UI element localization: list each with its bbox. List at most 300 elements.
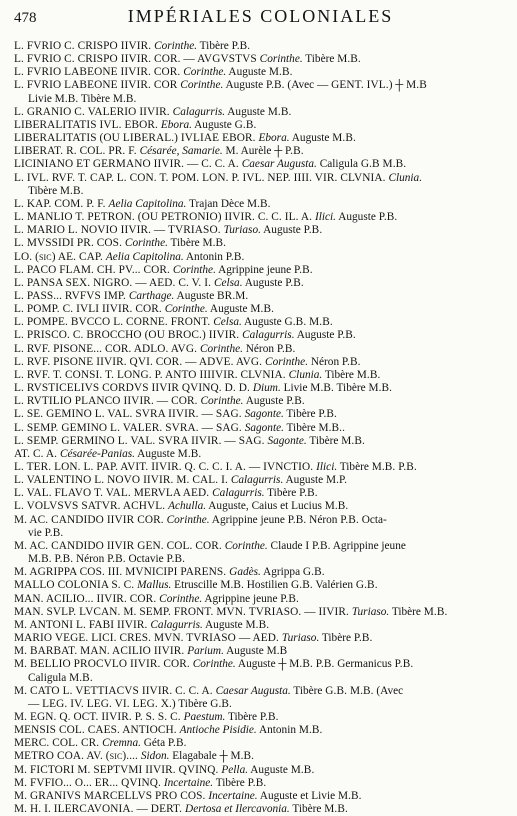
entry-text: Caligula	[28, 671, 70, 684]
entry-mint-name: Calagurris.	[230, 474, 284, 487]
entry-legend-text: M.B..	[318, 421, 346, 434]
entry-legend-text: L. VAL. FLAVO T. VAL. MERVLA AED.	[14, 487, 213, 500]
entry-mint-name: Caesar Augusta.	[241, 158, 317, 171]
entry-legend-text: P.B.	[337, 329, 356, 342]
entry-legend-text: M. FICTORI M. SEPTVMI IIVIR. QVINQ.	[14, 763, 222, 776]
entry-text: Auguste	[336, 211, 379, 224]
entry-legend-text: G.B.	[234, 118, 257, 131]
entry-text: Tibère	[302, 53, 338, 66]
entry-line	[14, 435, 507, 448]
entry-legend-text: G.B. M.B.	[284, 316, 333, 329]
entry-line	[14, 119, 507, 132]
entry-legend-text: M. AC. CANDIDO IIVIR COR.	[14, 513, 167, 526]
entry-legend-text: L. SE. GEMINO L. VAL. SVRA IIVIR. — SAG.	[14, 408, 245, 421]
page-number: 478	[14, 10, 37, 26]
entry-legend-text: M.B.	[202, 237, 227, 250]
entry-text: Elagabale ┼	[169, 750, 231, 763]
entry-line	[14, 132, 507, 145]
entry-line	[14, 566, 507, 579]
entry-legend-text: M.B.	[268, 66, 293, 79]
entry-text: Etruscille	[171, 579, 221, 592]
entry-text: Antonin	[183, 250, 226, 263]
entry-mint-name: Clunia.	[388, 171, 423, 184]
entry-legend-text: M. FVFIO... O... ER... QVINQ.	[14, 776, 164, 789]
entry-line	[14, 251, 507, 264]
entry-mint-name: Corinthe.	[154, 40, 198, 52]
entry-legend-text: P.B.	[285, 145, 304, 158]
entry-legend-text: P.B.	[353, 632, 373, 645]
entry-legend-text: M.B.	[337, 789, 362, 802]
entry-text: Auguste	[174, 289, 218, 302]
entry-legend-text: MENSIS COL. CAES. ANTIOCH.	[14, 724, 180, 737]
entry-text: Agrippine jeune	[202, 592, 281, 605]
entry-text: Auguste	[260, 224, 304, 237]
entry-text: Octavie	[125, 553, 167, 566]
entry-legend-text: P.B.	[265, 79, 285, 92]
entry-text: ) ┼	[388, 79, 407, 92]
entry-mint-name: Corinthe.	[164, 303, 208, 316]
entry-text: Auguste	[294, 329, 338, 342]
entry-line	[14, 211, 507, 224]
entry-legend-text: M.B.	[69, 671, 93, 684]
entry-text: Tibère	[283, 408, 319, 421]
entry-legend-text: L. RVF. PISONE... COR. ADLO. AVG.	[14, 342, 200, 355]
entry-mint-name: Ilici.	[314, 211, 337, 224]
entry-line	[14, 711, 507, 724]
entry-mint-name: Ebora.	[160, 118, 192, 131]
entry-text: Agrippine jeune	[209, 513, 288, 526]
entry-legend-text: M.B	[266, 645, 288, 658]
entry-legend-text: G.B.	[302, 566, 325, 579]
entry-text: Auguste, Caius et Lucius	[206, 500, 325, 513]
entry-legend-text: P.B.	[107, 553, 126, 566]
entry-mint-name: Carthage.	[128, 289, 175, 302]
entry-line	[14, 724, 507, 737]
entry-mint-name: Antioche Pisidie.	[179, 724, 257, 737]
entry-legend-text: L. IVL. RVF. T. CAP. L. CON. T. POM. LON. P. IVL. NEP. IIII. VIR. CLVNIA.	[14, 171, 389, 184]
entry-line	[14, 382, 507, 395]
entry-legend-text: L. SEMP. GEMINO L. VALER. SVRA. — SAG.	[14, 421, 245, 434]
entry-legend-text: L. FVRIO LABEONE IIVIR. COR	[14, 79, 181, 92]
entry-legend-text: M.B.	[267, 105, 292, 118]
entry-text: Tibère	[337, 461, 372, 473]
entry-legend-text: P.B.	[303, 224, 323, 237]
entry-legend-text: P.B.	[225, 250, 245, 263]
entry-legend-text: L. MVSSIDI PR. COS.	[14, 237, 125, 250]
entry-legend-text: P.B.	[311, 539, 331, 552]
entry-legend-text: GENT. IVL.	[331, 79, 389, 92]
entry-legend-text: L. PANSA SEX. NIGRO. — AED. C. V. I.	[14, 276, 214, 289]
entry-legend-text: L. PACO FLAM. CH. PV... COR.	[14, 263, 173, 276]
entry-legend-text: G.B.	[291, 579, 313, 592]
entry-legend-text: M.B.	[332, 132, 356, 145]
entry-mint-name: Corinthe.	[200, 395, 244, 408]
entry-legend-text: M.B.	[220, 579, 244, 592]
entry-text: Auguste	[225, 105, 268, 118]
entry-text: Agrippine jeune	[330, 539, 406, 552]
entry-legend-text: LIBERALITATIS IVL. EBOR.	[14, 118, 161, 131]
entry-legend-text: LICINIANO ET GERMANO IIVIR. — C. C. A.	[14, 158, 242, 171]
entry-legend-text: L. PRISCO. C. BROCCHO (OU BROC.) IIVIR.	[14, 329, 243, 342]
entry-mint-name: Calagurris.	[212, 487, 265, 500]
entry-legend-text: M. AGRIPPA COS. III. MVNICIPI PARENS.	[14, 566, 230, 579]
entry-legend-text: P.B.	[167, 737, 187, 750]
entry-text: Tibère	[197, 40, 232, 52]
entry-legend-text: M. BELLIO PROCVLO IIVIR. COR.	[14, 658, 193, 671]
entry-legend-text: M.B.	[341, 434, 365, 447]
entry-legend-text: M.B. P.B.	[371, 461, 417, 473]
entry-legend-text: M.B. P.B.	[28, 553, 74, 566]
entry-text: —	[28, 697, 43, 710]
entry-line	[14, 750, 507, 763]
entry-legend-text: M. EGN. Q. OCT. IIVIR. P. S. S. C.	[14, 710, 184, 723]
entry-legend-text: P.B.	[341, 355, 361, 368]
entry-legend-text: M.P.	[325, 474, 348, 487]
entry-text: Auguste et Livie	[257, 789, 338, 802]
entry-line	[14, 632, 507, 645]
entry-legend-text: G.B M.B.	[360, 158, 407, 171]
entry-text: Agrippine jeune	[215, 263, 295, 276]
entry-legend-text: M.B.	[290, 763, 315, 776]
entry-legend-text: MAN. ACILIO... IIVIR. COR.	[14, 592, 160, 605]
entry-legend-text: M. GRANIVS MARCELLVS PRO COS.	[14, 789, 209, 802]
entry-text: Auguste	[241, 316, 285, 329]
entry-text: Auguste	[226, 66, 269, 79]
entry-legend-text: L. RVTILIO PLANCO IIVIR. — COR.	[14, 395, 201, 408]
entry-legend-text: P.B.	[378, 211, 398, 224]
entry-line	[14, 237, 507, 250]
entry-text: Tibère	[322, 368, 357, 381]
entry-text: Germanicus	[334, 658, 395, 671]
entry-legend-text: M.B	[406, 79, 427, 92]
entry-text: Auguste	[283, 474, 326, 487]
entry-continuation-line	[14, 185, 507, 198]
entry-legend-text: MERC. COL. CR.	[14, 737, 103, 750]
entry-text: Hostilien	[243, 579, 292, 592]
entry-legend-text: L. MARIO L. NOVIO IIVIR. — TVRIASO.	[14, 224, 224, 237]
entry-legend-text: M.B. P.B.	[289, 658, 335, 671]
entry-continuation-line	[14, 93, 507, 106]
entry-legend-text: P.B.	[286, 395, 305, 408]
entry-line	[14, 803, 507, 816]
entry-mint-name: Corinthe.	[199, 342, 243, 355]
entry-legend-text: M.B.	[310, 382, 334, 395]
entry-text: Tibère	[264, 487, 300, 500]
entry-text: Agrippa	[260, 566, 303, 579]
entry-line	[14, 645, 507, 658]
entry-line	[14, 619, 507, 632]
entry-line	[14, 764, 507, 777]
entry-legend-text: P.B.	[294, 263, 313, 276]
entry-continuation-line	[14, 672, 507, 685]
entry-legend-text: P.B.	[276, 342, 296, 355]
entry-text: Octa-	[358, 513, 387, 526]
entry-line	[14, 790, 507, 803]
entry-continuation-line	[14, 553, 507, 566]
entry-mint-name: Césarée, Samarie.	[139, 145, 223, 158]
entry-legend-text: LIBERALITATIS (OU LIBERAL.) IVLIAE EBOR.	[14, 132, 259, 145]
entry-mint-name: Turiaso.	[281, 632, 320, 645]
entry-mint-name: Clunia.	[288, 368, 323, 381]
entry-legend-text: P.B.	[287, 513, 307, 526]
entry-mint-name: Sagonte.	[244, 408, 284, 421]
entry-mint-name: Achulla.	[168, 500, 207, 513]
entry-text: Tibère	[306, 434, 342, 447]
entry-legend-text: M.B.	[356, 368, 381, 381]
entry-legend-text: L. FVRIO C. CRISPO IIVIR.	[14, 40, 155, 52]
entry-text: ) Tibère	[171, 697, 211, 710]
entry-mint-name: Dium.	[252, 382, 281, 395]
entry-legend-text: LIBERAT. R. COL. PR. F.	[14, 145, 140, 158]
entry-text: Néron	[306, 513, 341, 526]
entry-legend-text: L. GRANIO C. VALERIO IIVIR.	[14, 105, 173, 118]
entry-text: Auguste ┼	[235, 658, 290, 671]
entry-mint-name: Paestum.	[183, 710, 226, 723]
entry-mint-name: Aelia Capitolina.	[108, 197, 187, 210]
entry-line	[14, 395, 507, 408]
entry-legend-text: M.B.	[245, 618, 270, 631]
entry-legend-text: M. BARBAT. MAN. ACILIO IIVIR.	[14, 645, 188, 658]
entry-legend-text: M.B.	[423, 605, 448, 618]
entry-text: Livie	[28, 92, 55, 105]
entry-text: Tibère	[225, 710, 260, 723]
entry-line	[14, 461, 507, 474]
entry-continuation-line	[14, 527, 507, 540]
entry-text: Auguste	[242, 276, 286, 289]
entry-text: Auguste	[223, 79, 266, 92]
entry-legend-text: AT. C. A.	[14, 447, 60, 460]
entry-mint-name: Corinthe.	[224, 539, 268, 552]
entry-text: Auguste	[134, 447, 178, 460]
entry-line	[14, 316, 507, 329]
entry-legend-text: M.B.	[298, 724, 323, 737]
entry-legend-text: M.B.	[337, 53, 361, 66]
entry-mint-name: Calagurris.	[172, 105, 226, 118]
entry-text: Auguste	[248, 763, 291, 776]
entry-line	[14, 277, 507, 290]
entry-legend-text: M.B.	[230, 750, 255, 763]
entry-mint-name: Corinthe.	[180, 79, 224, 92]
entry-mint-name: Gadès.	[229, 566, 261, 579]
entry-text: Trajan Dèce	[186, 197, 247, 210]
entry-line	[14, 356, 507, 369]
entry-text: Néron	[73, 553, 108, 566]
entry-mint-name: Calagurris.	[242, 329, 295, 342]
entry-text: Claude I	[267, 539, 312, 552]
entry-line	[14, 53, 507, 66]
entry-line	[14, 106, 507, 119]
entry-mint-name: Incertaine.	[208, 789, 258, 802]
entry-legend-text: L. SEMP. GERMINO L. VAL. SVRA IIVIR. — SAG.	[14, 434, 268, 447]
entry-text: Tibère	[319, 632, 354, 645]
entry-line	[14, 500, 507, 513]
entry-line	[14, 224, 507, 237]
entry-line	[14, 158, 507, 171]
entry-line	[14, 777, 507, 790]
entry-legend-text: MARIO VEGE. LICI. CRES. MVN. TVRIASO — AED.	[14, 632, 282, 645]
entry-line	[14, 685, 507, 698]
entry-legend-text: M. CATO L. VETTIACVS IIVIR. C. C. A.	[14, 684, 216, 697]
entry-text: Néron	[308, 355, 342, 368]
entry-mint-name: Césarée-Panias.	[59, 447, 135, 460]
entry-mint-name: Caesar Augusta.	[215, 684, 291, 697]
entry-mint-name: Sagonte.	[244, 421, 284, 434]
entry-text: Tibère	[289, 803, 325, 816]
entry-legend-text: P.B.	[247, 776, 267, 789]
entry-legend-text: M.B.	[177, 447, 202, 460]
entry-text: Géta	[140, 737, 168, 750]
entry-mint-name: Dertosa et Ilercavonia.	[185, 803, 290, 816]
entry-mint-name: Turiaso.	[351, 605, 390, 618]
entry-legend-text: L. VALENTINO L. NOVO IIVIR. M. CAL. I.	[14, 474, 231, 487]
entry-line	[14, 606, 507, 619]
entry-mint-name: Celsa.	[213, 276, 243, 289]
entry-legend-text: L. POMPE. BVCCO L. CORNE. FRONT.	[14, 316, 214, 329]
entry-legend-text: P.B.	[299, 487, 318, 500]
entry-legend-text: P.B.	[44, 526, 64, 539]
entry-mint-name: Pella.	[221, 763, 249, 776]
entry-mint-name: Calagurris.	[150, 618, 203, 631]
entry-text: Auguste	[207, 303, 251, 316]
entry-legend-text: L. VOLVSVS SATVR. ACHVL.	[14, 500, 169, 513]
entry-text: Valérien	[312, 579, 356, 592]
entry-legend-text: BR.M.	[217, 289, 249, 302]
page-header	[14, 6, 507, 32]
entry-mint-name: Corinthe.	[166, 513, 210, 526]
entry-mint-name: Cremna.	[102, 737, 141, 750]
entry-line	[14, 408, 507, 421]
entry-text: Livie	[280, 382, 311, 395]
entry-line	[14, 474, 507, 487]
entry-text: Néron	[242, 342, 277, 355]
entry-legend-text: LEG. IV. LEG. VI. LEG. X.	[42, 697, 172, 710]
entry-legend-text: M.B.	[59, 184, 84, 197]
entry-line	[14, 487, 507, 500]
entry-legend-text: M.B.	[324, 803, 348, 816]
entry-line	[14, 290, 507, 303]
entry-legend-text: L. PASS... RVFVS IMP.	[14, 289, 129, 302]
entry-legend-text: P.B.	[280, 592, 299, 605]
entry-legend-text: M.B.	[324, 500, 349, 513]
entry-mint-name: Corinthe.	[183, 66, 227, 79]
entry-legend-text: G.B.	[210, 697, 232, 710]
entry-line	[14, 198, 507, 211]
entry-text: M. Aurèle ┼	[222, 145, 286, 158]
entry-mint-name: Ebora.	[258, 132, 290, 145]
entry-legend-text: M.B.	[246, 197, 271, 210]
entry-legend-text: L. FVRIO LABEONE IIVIR. COR.	[14, 66, 184, 79]
entry-text: Tibère	[333, 382, 369, 395]
entry-line	[14, 264, 507, 277]
entry-line	[14, 303, 507, 316]
entry-line	[14, 329, 507, 342]
entry-text: Auguste	[243, 395, 287, 408]
entry-mint-name: Mallus.	[137, 579, 172, 592]
entry-legend-text: L. TER. LON. L. PAP. AVIT. IIVIR. Q. C. C. I. A. — IVNCTIO.	[14, 461, 317, 473]
entry-legend-text: L. POMP. C. IVLI IIVIR. COR.	[14, 303, 165, 316]
entry-legend-text: M. ANTONI L. FABI IIVIR.	[14, 618, 151, 631]
entry-mint-name: Turiaso.	[223, 224, 261, 237]
entry-legend-text: P.B.	[394, 658, 414, 671]
entry-line	[14, 66, 507, 79]
entry-line	[14, 145, 507, 158]
entry-legend-text: G.B.	[355, 579, 378, 592]
entry-mint-name: Incertaine.	[163, 776, 214, 789]
entry-legend-text: P.B.	[318, 408, 337, 421]
entry-line	[14, 422, 507, 435]
entry-text: (Avec	[373, 684, 404, 697]
entry-mint-name: Corinthe.	[159, 592, 203, 605]
entry-text: Tibère	[78, 92, 113, 105]
entry-legend-text: L. RVF. T. CONSI. T. LONG. P. ANTO IIIIVIR. CLVNIA.	[14, 368, 289, 381]
entry-line	[14, 40, 507, 53]
entry-line	[14, 369, 507, 382]
entry-legend-text: L. MANLIO T. PETRON. (OU PETRONIO) IIVIR. C. C. IL. A.	[14, 211, 315, 224]
entry-text: Tibère	[167, 237, 203, 250]
entry-line	[14, 579, 507, 592]
entry-legend-text: MAN. SVLP. LVCAN. M. SEMP. FRONT. MVN. TVRIASO. — IIVIR.	[14, 605, 352, 618]
entry-mint-name: Corinthe.	[124, 237, 168, 250]
entry-legend-text: M. H. I. ILERCAVONIA. — DERT.	[14, 803, 186, 816]
entry-mint-name: Corinthe.	[265, 355, 309, 368]
entry-mint-name: Parium.	[187, 645, 224, 658]
entry-text: Antonin	[256, 724, 299, 737]
entry-legend-text: M. AC. CANDIDO IIVIR GEN. COL. COR.	[14, 539, 225, 552]
entry-text: vie	[28, 526, 45, 539]
entry-text: Tibère	[283, 421, 319, 434]
catalogue-entries	[14, 40, 507, 816]
entry-line	[14, 79, 507, 92]
entry-legend-text: P.B.	[166, 553, 186, 566]
entry-line	[14, 737, 507, 750]
entry-line	[14, 343, 507, 356]
entry-legend-text: P.B.	[340, 513, 359, 526]
entry-legend-text: P.B.	[285, 276, 304, 289]
entry-legend-text: G.B. M.B.	[325, 684, 374, 697]
entry-legend-text: P.B.	[231, 40, 251, 52]
entry-text: Auguste	[191, 118, 235, 131]
entry-line	[14, 448, 507, 461]
entry-legend-text: L. KAP. COM. P. F.	[14, 197, 109, 210]
entry-text: Auguste	[223, 645, 267, 658]
entry-text: (Avec —	[284, 79, 332, 92]
entry-legend-text: L. RVSTICELIVS CORDVS IIVIR QVINQ. D. D.	[14, 382, 253, 395]
entry-line	[14, 593, 507, 606]
entry-legend-text: LO. (sic) AE. CAP.	[14, 250, 106, 263]
entry-continuation-line	[14, 698, 507, 711]
entry-line	[14, 172, 507, 185]
entry-mint-name: Corinthe.	[192, 658, 236, 671]
entry-legend-text: P.B.	[259, 710, 279, 723]
entry-line	[14, 658, 507, 671]
entry-line	[14, 540, 507, 553]
entry-legend-text: M.B.	[368, 382, 393, 395]
entry-mint-name: Ilici.	[316, 461, 338, 473]
entry-text: Tibère	[290, 684, 326, 697]
entry-line	[14, 514, 507, 527]
entry-legend-text: METRO COA. AV. (sic)....	[14, 750, 141, 763]
entry-mint-name: Celsa.	[213, 316, 242, 329]
entry-mint-name: Corinthe.	[259, 53, 303, 66]
entry-mint-name: Corinthe.	[172, 263, 216, 276]
entry-legend-text: MALLO COLONIA S. C.	[14, 579, 138, 592]
entry-text: Caligula	[316, 158, 361, 171]
entry-legend-text: M.B.	[112, 92, 137, 105]
entry-mint-name: Sidon.	[140, 750, 170, 763]
entry-legend-text: M.B.	[250, 303, 275, 316]
entry-text: Tibère	[389, 605, 424, 618]
entry-mint-name: Sagonte.	[267, 434, 307, 447]
